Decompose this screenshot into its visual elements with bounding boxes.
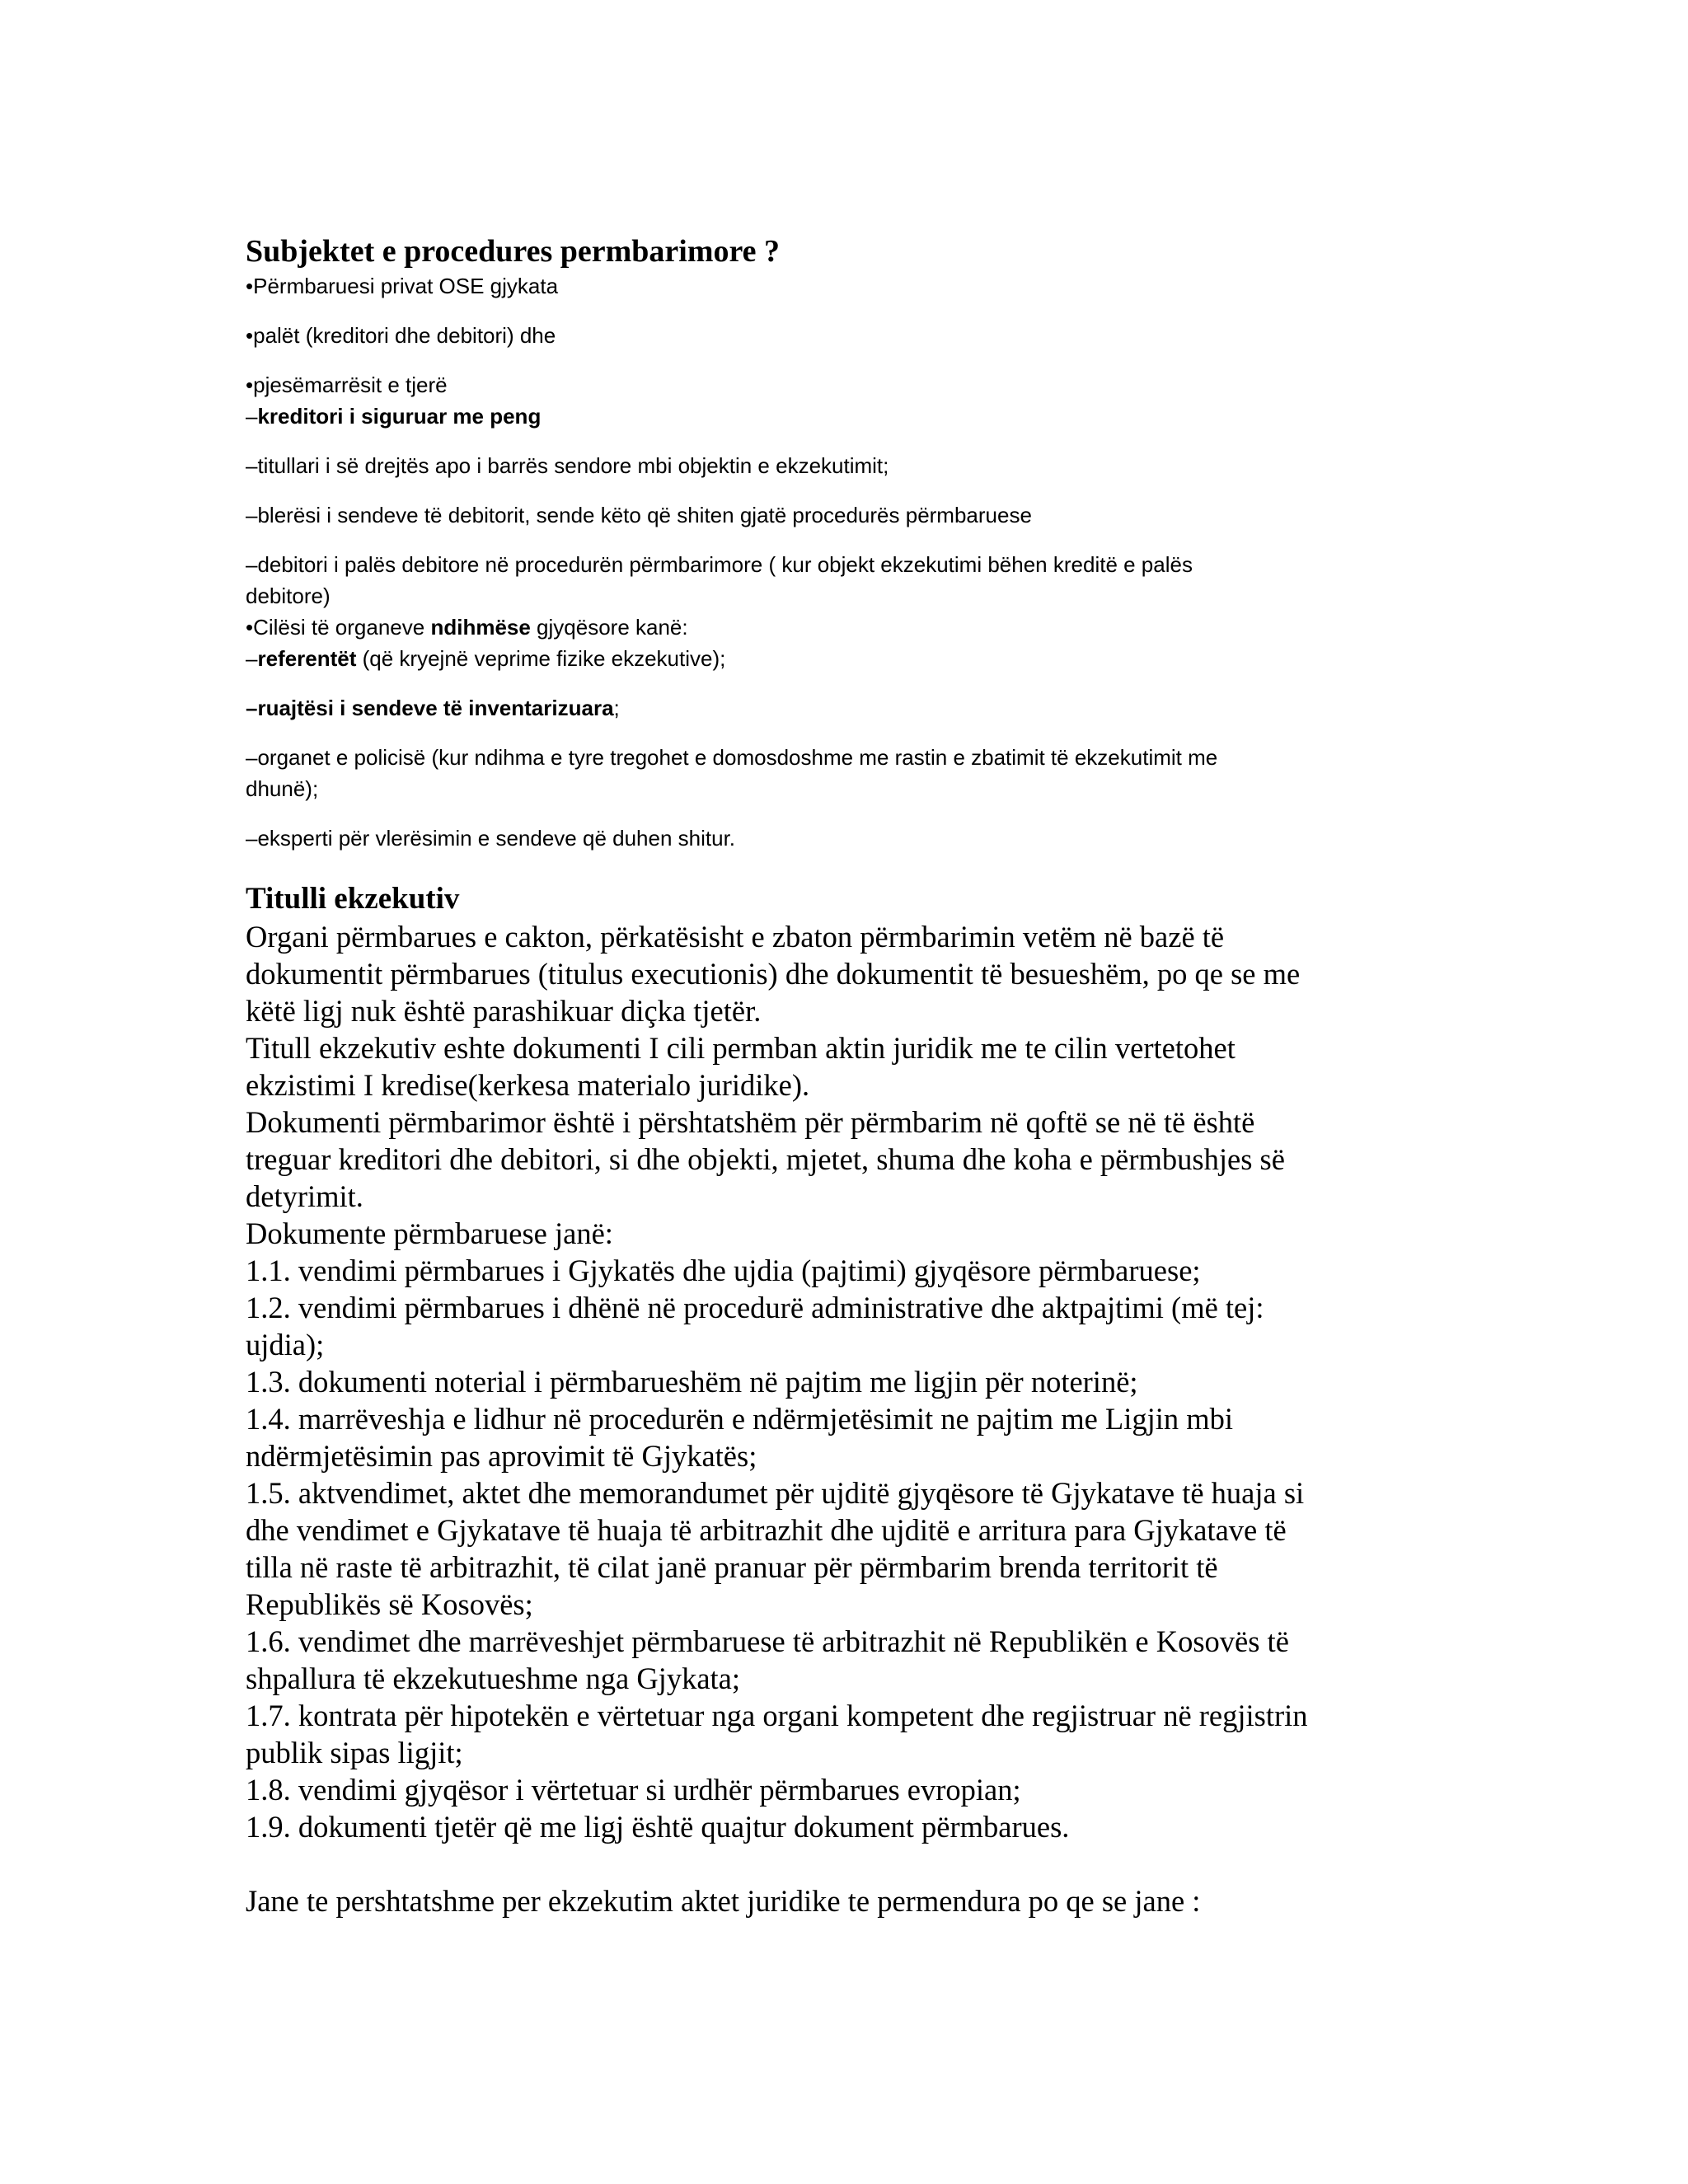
list-item	[246, 549, 1449, 612]
text: gjyqësore kanë:	[530, 615, 688, 640]
text-line: treguar kreditori dhe debitori, si dhe objekti, mjetet, shuma dhe koha e përmbushjes së	[246, 1142, 1285, 1176]
list-item	[246, 742, 1449, 804]
bold-text: ndihmëse	[430, 615, 531, 640]
text-line: 1.1. vendimi përmbarues i Gjykatës dhe ujdia (pajtimi) gjyqësore përmbaruese;	[246, 1254, 1201, 1287]
text: ;	[613, 696, 620, 720]
bold-text: kreditori i siguruar me peng	[257, 404, 542, 429]
text-line: këtë ligj nuk është parashikuar diçka tjetër.	[246, 994, 762, 1028]
section-title-subjektet: Subjektet e procedures permbarimore ?	[246, 234, 781, 269]
text-line: ujdia);	[246, 1328, 325, 1361]
section-title-titulli: Titulli ekzekutiv	[246, 882, 460, 916]
text-line: ndërmjetësimin pas aprovimit të Gjykatës;	[246, 1439, 757, 1473]
text-line: 1.3. dokumenti noterial i përmbarueshëm në pajtim me ligjin për noterinë;	[246, 1365, 1138, 1399]
list-item: •pjesëmarrësit e tjerë	[246, 373, 448, 397]
bold-text: referentët	[257, 646, 357, 671]
list-item-line: dhunë);	[246, 776, 319, 801]
list-item: –blerësi i sendeve të debitorit, sende këto që shiten gjatë procedurës përmbaruese	[246, 503, 1032, 527]
text-line: 1.8. vendimi gjyqësor i vërtetuar si urdhër përmbarues evropian;	[246, 1773, 1021, 1807]
list-item: –titullari i së drejtës apo i barrës sendore mbi objektin e ekzekutimit;	[246, 453, 889, 478]
list-item	[246, 612, 1449, 643]
list-item-line: debitore)	[246, 583, 331, 608]
list-item: •palët (kreditori dhe debitori) dhe	[246, 323, 556, 348]
list-item: –eksperti për vlerësimin e sendeve që duhen shitur.	[246, 826, 736, 851]
text-line: detyrimit.	[246, 1179, 363, 1213]
list-item	[246, 643, 1449, 674]
text-line: 1.9. dokumenti tjetër që me ligj është quajtur dokument përmbarues.	[246, 1810, 1070, 1844]
closing-line: Jane te pershtatshme per ekzekutim aktet juridike te permendura po qe se jane :	[246, 1884, 1201, 1918]
bold-text: –ruajtësi i sendeve të inventarizuara	[246, 696, 614, 720]
text-line: Titull ekzekutiv eshte dokumenti I cili permban aktin juridik me te cilin vertetohet	[246, 1031, 1236, 1065]
text-line: 1.2. vendimi përmbarues i dhënë në procedurë administrative dhe aktpajtimi (më tej:	[246, 1291, 1264, 1324]
text-line: 1.5. aktvendimet, aktet dhe memorandumet për ujditë gjyqësore të Gjykatave të huaja si	[246, 1476, 1305, 1510]
text-line: 1.6. vendimet dhe marrëveshjet përmbaruese të arbitrazhit në Republikën e Kosovës të	[246, 1624, 1289, 1658]
subjects-list	[246, 270, 1449, 854]
text-line: dhe vendimet e Gjykatave të huaja të arbitrazhit dhe ujditë e arritura para Gjykatave të	[246, 1513, 1287, 1547]
dash: –	[246, 404, 258, 429]
text-line: 1.4. marrëveshja e lidhur në procedurën e ndërmjetësimit ne pajtim me Ligjin mbi	[246, 1402, 1234, 1436]
text: •Cilësi të organeve	[246, 615, 431, 640]
list-item-line: –organet e policisë (kur ndihma e tyre tregohet e domosdoshme me rastin e zbatimit të ekzekutimit me	[246, 745, 1218, 770]
list-item	[246, 692, 1449, 724]
text-line: Dokumente përmbaruese janë:	[246, 1216, 613, 1250]
text-line: Organi përmbarues e cakton, përkatësisht e zbaton përmbarimin vetëm në bazë të	[246, 920, 1225, 954]
document-page	[246, 232, 1449, 1919]
text-line: tilla në raste të arbitrazhit, të cilat janë pranuar për përmbarim brenda territorit të	[246, 1550, 1218, 1584]
titulli-body	[246, 918, 1449, 1919]
text: (që kryejnë veprime fizike ekzekutive);	[356, 646, 726, 671]
text-line: Dokumenti përmbarimor është i përshtatshëm për përmbarim në qoftë se në të është	[246, 1105, 1255, 1139]
text-line: dokumentit përmbarues (titulus executionis) dhe dokumentit të besueshëm, po qe se me	[246, 957, 1301, 991]
text-line: 1.7. kontrata për hipotekën e vërtetuar nga organi kompetent dhe regjistruar në regjistrin	[246, 1699, 1308, 1732]
list-item: •Përmbaruesi privat OSE gjykata	[246, 274, 559, 298]
dash: –	[246, 646, 258, 671]
text-line: shpallura të ekzekutueshme nga Gjykata;	[246, 1661, 741, 1695]
list-item-line: –debitori i palës debitore në procedurën përmbarimore ( kur objekt ekzekutimi bëhen kreditë e palës	[246, 552, 1193, 577]
text-line: ekzistimi I kredise(kerkesa materialo juridike).	[246, 1068, 810, 1102]
text-line: Republikës së Kosovës;	[246, 1587, 533, 1621]
list-item	[246, 401, 1449, 432]
text-line: publik sipas ligjit;	[246, 1736, 463, 1769]
